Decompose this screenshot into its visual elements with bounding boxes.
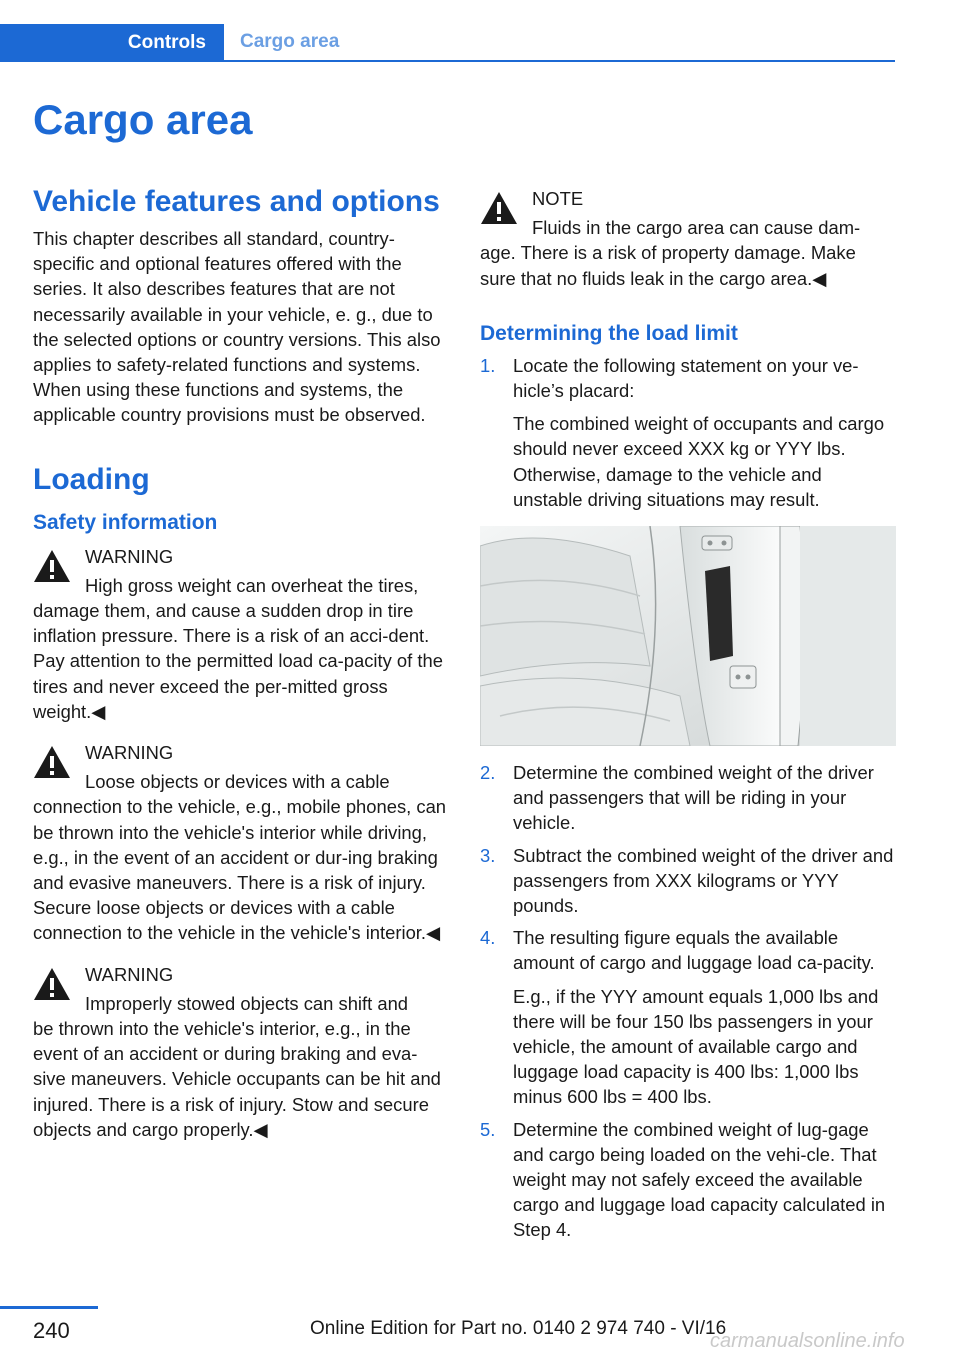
step-number: 1.	[480, 354, 496, 376]
load-limit-steps	[480, 353, 896, 512]
warning-block	[33, 740, 449, 946]
list-item	[480, 760, 896, 836]
list-item	[480, 843, 896, 919]
warning-triangle-icon	[33, 548, 71, 584]
step-number: 2.	[480, 762, 496, 784]
note-label: NOTE	[532, 188, 584, 209]
note-first-line: Fluids in the cargo area can cause dam-	[532, 217, 861, 239]
note-text: age. There is a risk of property damage. Make sure that no fluids leak in the cargo area.◀	[480, 242, 856, 289]
list-item	[480, 1117, 896, 1243]
warning-triangle-icon	[480, 190, 518, 226]
list-item	[480, 353, 896, 512]
note-block	[480, 186, 896, 291]
warning-first-line: Loose objects or devices with a cable	[85, 771, 390, 793]
step-text: Subtract the combined weight of the driver and passengers from XXX kilograms or YYY pounds.	[513, 844, 894, 917]
warning-triangle-icon	[33, 744, 71, 780]
door-placard-illustration	[480, 526, 896, 746]
warning-block	[33, 544, 449, 724]
right-column	[480, 180, 896, 1243]
warning-first-line: High gross weight can overheat the tires,	[85, 574, 419, 596]
tab-controls[interactable]: Controls	[0, 24, 224, 62]
section-heading-loading: Loading	[33, 462, 150, 496]
step-text: Determine the combined weight of the driver and passengers that will be riding in your vehicle.	[513, 762, 874, 834]
page-title: Cargo area	[33, 96, 253, 143]
warning-block	[33, 962, 449, 1142]
step-number: 3.	[480, 844, 496, 866]
page-number: 240	[33, 1318, 70, 1343]
footer-rule	[0, 1306, 98, 1309]
header-rule	[0, 60, 895, 62]
warning-label: WARNING	[85, 963, 174, 985]
step-text: Locate the following statement on your ve-hicle’s placard:	[513, 354, 859, 402]
left-column	[33, 180, 449, 1142]
list-item	[480, 925, 896, 1109]
step-text: Determine the combined weight of lug-gage and cargo being loaded on the vehi-cle. That weight may not safely exceed the available cargo and luggage load capacity calculated in Step 4.	[513, 1118, 886, 1241]
vehicle-features-paragraph: This chapter describes all standard, country-specific and optional features offered with the series. It also describes features that are not necessarily available in your vehicle, e. g., due to the selected options or country versions. This also applies to safety-related functions and systems. When using these functions and systems, the applicable country provisions must be observed.	[33, 228, 441, 426]
page-header	[0, 24, 895, 62]
warning-text: connection to the vehicle, e.g., mobile phones, can be thrown into the vehicle's interior while driving, e.g., in the event of an accident or dur-ing braking and evasive maneuvers. There is a risk of injury. Secure loose objects or devices with a cable connection to the vehicle in the vehicle's interior.◀	[33, 796, 447, 944]
step-example: E.g., if the YYY amount equals 1,000 lbs and there will be four 150 lbs passengers in your vehicle, the amount of available cargo and luggage load capacity is 400 lbs: 1,000 lbs minus 600 lbs = 400 lbs.	[513, 985, 879, 1108]
step-quote: The combined weight of occupants and cargo should never exceed XXX kg or YYY lbs. Otherwise, damage to the vehicle and unstable driving situations may result.	[513, 413, 885, 510]
step-number: 5.	[480, 1118, 496, 1140]
warning-triangle-icon	[33, 966, 71, 1002]
warning-text: be thrown into the vehicle's interior, e.g., in the event of an accident or during braking and eva-sive maneuvers. Vehicle occupants can be hit and injured. There is a risk of injury. Stow and secure objects and cargo properly.◀	[33, 1018, 441, 1140]
watermark: carmanualsonline.info	[710, 1330, 905, 1352]
tab-cargo-area[interactable]: Cargo area	[240, 31, 340, 52]
section-heading-vehicle-features: Vehicle features and options	[33, 185, 440, 218]
subheading-safety-information: Safety information	[33, 510, 218, 534]
warning-label: WARNING	[85, 742, 174, 764]
step-text: The resulting figure equals the available amount of cargo and luggage load ca-pacity.	[513, 927, 875, 974]
warning-first-line: Improperly stowed objects can shift and	[85, 992, 409, 1014]
warning-label: WARNING	[85, 545, 174, 567]
step-number: 4.	[480, 927, 496, 949]
load-limit-steps-continued	[480, 760, 896, 1243]
warning-text: damage them, and cause a sudden drop in tire inflation pressure. There is a risk of an acci-dent. Pay attention to the permitted load ca-pacity of the tires and never exceed the per-mitted gross weight.◀	[33, 600, 443, 722]
door-pillar-image	[480, 526, 896, 746]
subheading-load-limit: Determining the load limit	[480, 321, 738, 345]
edition-text: Online Edition for Part no. 0140 2 974 740 - VI/16	[310, 1318, 727, 1339]
